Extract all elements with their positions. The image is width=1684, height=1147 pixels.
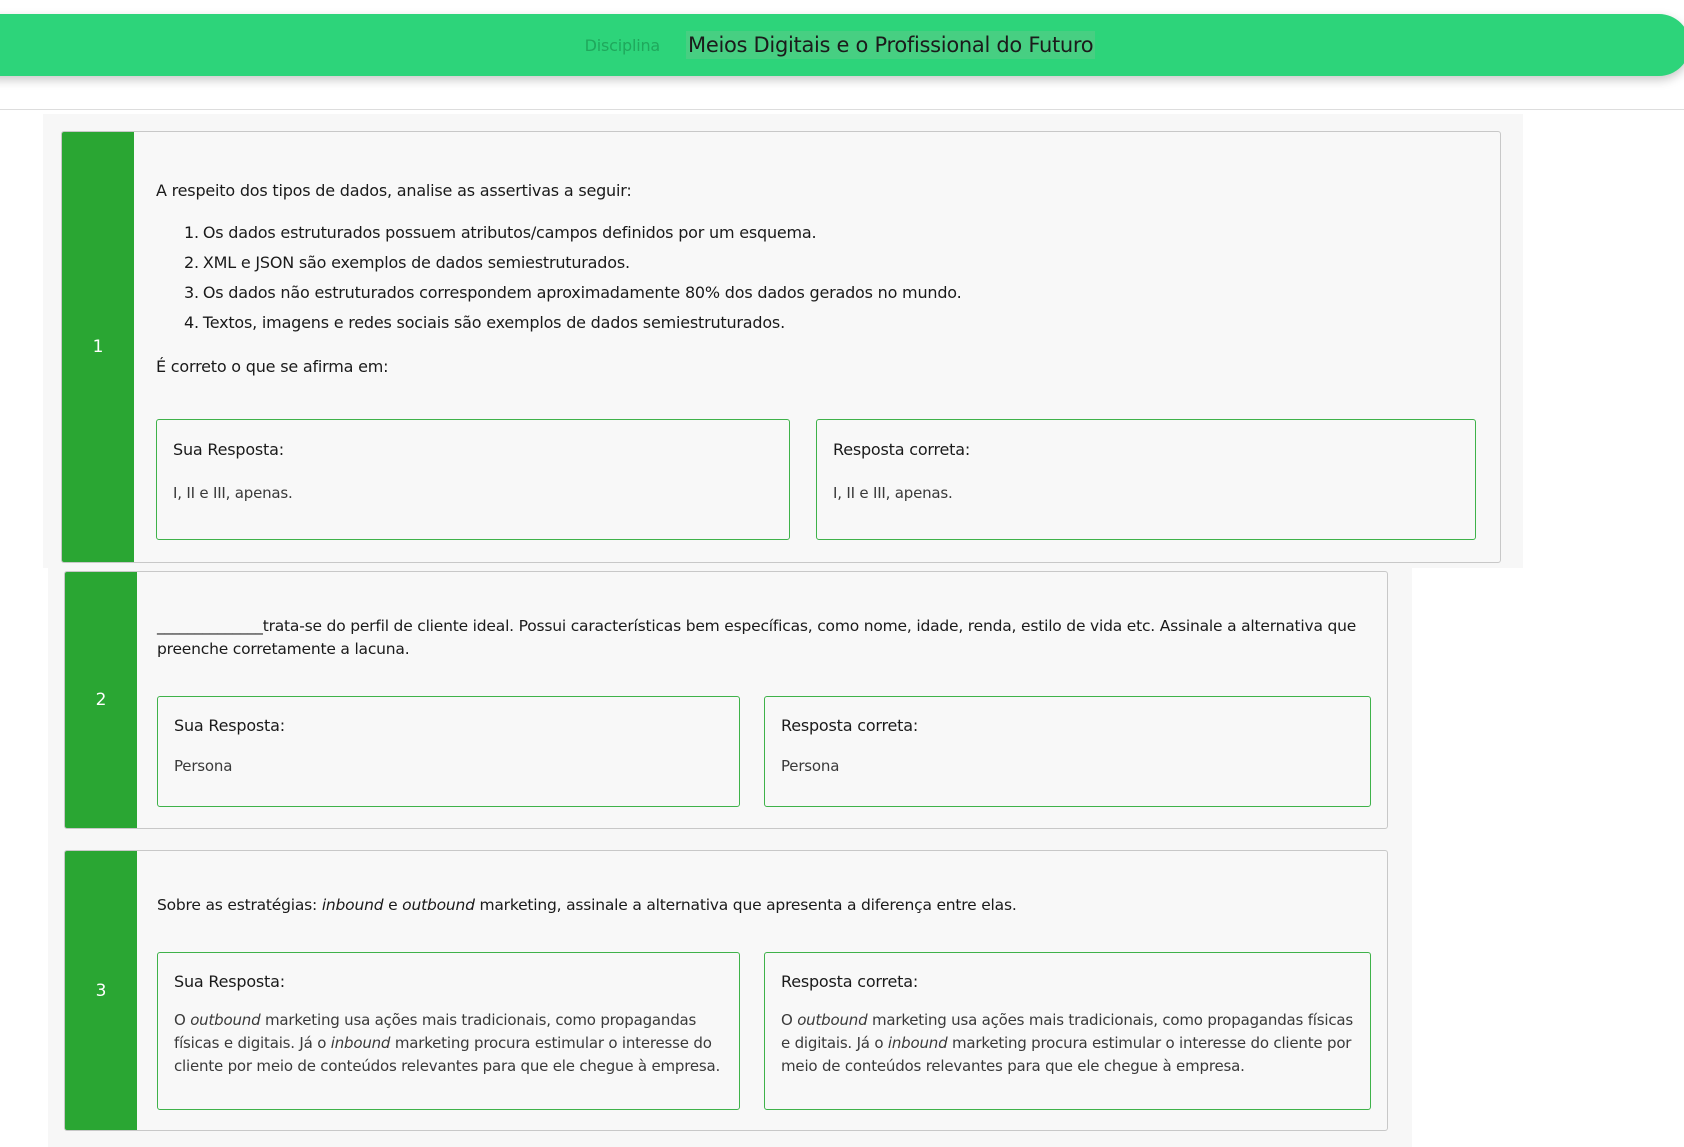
discipline-label: Disciplina bbox=[584, 35, 660, 55]
header-divider bbox=[0, 109, 1684, 110]
question-number: 3 bbox=[65, 851, 137, 1130]
list-item: 1. Os dados estruturados possuem atributos/campos definidos por um esquema. bbox=[184, 223, 817, 242]
question-closing: É correto o que se afirma em: bbox=[156, 357, 389, 376]
question-card-3 bbox=[64, 850, 1388, 1131]
question-text: ______________trata-se do perfil de cliente ideal. Possui características bem específicas, como nome, idade, renda, estilo de vida etc. Assinale a alternativa que preenche corretamente a lacuna. bbox=[157, 617, 1357, 658]
your-answer-text: Persona bbox=[174, 757, 233, 775]
your-answer-title: Sua Resposta: bbox=[174, 716, 285, 735]
list-item: 2. XML e JSON são exemplos de dados semiestruturados. bbox=[184, 253, 630, 272]
question-card-1 bbox=[61, 131, 1501, 563]
question-number: 2 bbox=[65, 572, 137, 828]
question-text: Sobre as estratégias: inbound e outbound marketing, assinale a alternativa que apresenta a diferença entre elas. bbox=[157, 896, 1017, 914]
your-answer-text: O outbound marketing usa ações mais tradicionais, como propagandas físicas e digitais. Já o inbound marketing procura estimular o interesse do cliente por meio de conteúdos relevantes para que ele chegue à empresa. bbox=[174, 1011, 721, 1075]
correct-answer-title: Resposta correta: bbox=[833, 440, 971, 459]
correct-answer-box bbox=[764, 696, 1371, 807]
discipline-title: Meios Digitais e o Profissional do Futuro bbox=[688, 33, 1094, 57]
correct-answer-box bbox=[816, 419, 1476, 540]
list-item: 4. Textos, imagens e redes sociais são exemplos de dados semiestruturados. bbox=[184, 313, 785, 332]
your-answer-text: I, II e III, apenas. bbox=[173, 484, 293, 502]
correct-answer-text: O outbound marketing usa ações mais tradicionais, como propagandas físicas e digitais. Já o inbound marketing procura estimular o interesse do cliente por meio de conteúdos relevantes para que ele chegue à empresa. bbox=[781, 1011, 1353, 1075]
question-text: A respeito dos tipos de dados, analise as assertivas a seguir: bbox=[156, 181, 632, 200]
correct-answer-text: Persona bbox=[781, 757, 840, 775]
question-card-2 bbox=[64, 571, 1388, 829]
correct-answer-box bbox=[764, 952, 1371, 1110]
correct-answer-title: Resposta correta: bbox=[781, 972, 919, 991]
question-number: 1 bbox=[62, 132, 134, 562]
correct-answer-text: I, II e III, apenas. bbox=[833, 484, 953, 502]
your-answer-title: Sua Resposta: bbox=[174, 972, 285, 991]
your-answer-box bbox=[157, 696, 740, 807]
list-item: 3. Os dados não estruturados correspondem aproximadamente 80% dos dados gerados no mundo. bbox=[184, 283, 962, 302]
your-answer-box bbox=[156, 419, 790, 540]
your-answer-box bbox=[157, 952, 740, 1110]
discipline-header bbox=[0, 14, 1684, 76]
assertion-list bbox=[184, 218, 961, 338]
correct-answer-title: Resposta correta: bbox=[781, 716, 919, 735]
your-answer-title: Sua Resposta: bbox=[173, 440, 284, 459]
